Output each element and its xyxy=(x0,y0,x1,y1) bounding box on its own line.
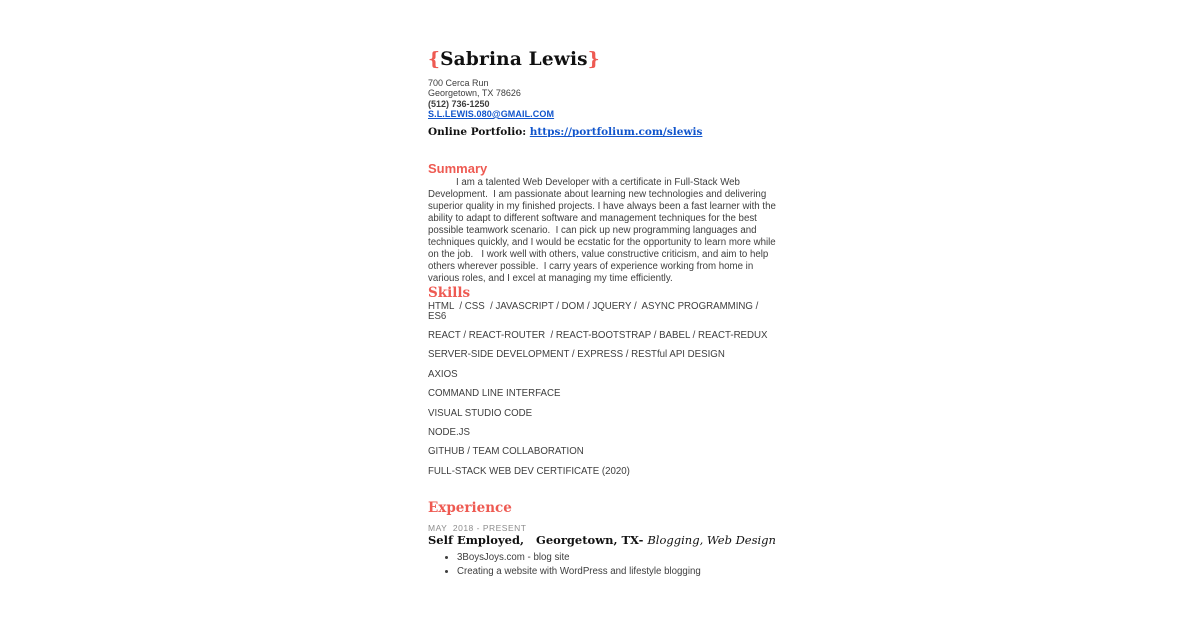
skill-item: FULL-STACK WEB DEV CERTIFICATE (2020) xyxy=(428,465,630,477)
section-heading-summary: Summary xyxy=(428,161,488,176)
experience-bullet: • 3BoysJoys.com - blog site xyxy=(457,551,768,565)
section-heading-skills: Skills xyxy=(428,285,471,301)
skills-list xyxy=(428,302,776,486)
skill-item: COMMAND LINE INTERFACE xyxy=(428,388,561,400)
contact-block xyxy=(428,78,554,119)
skill-item: AXIOS xyxy=(428,368,458,380)
summary-paragraph: I am a talented Web Developer with a certificate in Full-Stack Web Development. I am passionate about learning new technologies and delivering superior quality in my finished projects. I have always been a fast learner with the ability to adapt to different software and management techniques for the best possible teamwork scenario. I can pick up new programming languages and techniques quickly, and I would be ecstatic for the opportunity to learn more while on the job. I work well with others, value constructive criticism, and aim to help others wherever possible. I carry years of experience working from home in various roles, and I excel at managing my time efficiently. xyxy=(428,177,779,284)
experience-bullet: • Creating a website with WordPress and lifestyle blogging xyxy=(457,565,768,579)
skill-item: NODE.JS xyxy=(428,427,470,439)
address-line-1: 700 Cerca Run xyxy=(428,78,489,88)
person-name: Sabrina Lewis xyxy=(440,49,588,70)
portfolio-link[interactable]: https://portfolium.com/slewis xyxy=(529,126,703,138)
email-link[interactable]: S.L.LEWIS.080@GMAIL.COM xyxy=(428,108,555,119)
experience-dates: MAY 2018 - PRESENT xyxy=(428,523,527,533)
skill-item: HTML / CSS / JAVASCRIPT / DOM / JQUERY / ASYNC PROGRAMMING / ES6 xyxy=(428,301,762,322)
page-title xyxy=(428,49,600,71)
address-line-2: Georgetown, TX 78626 xyxy=(428,88,521,99)
portfolio-label: Online Portfolio: xyxy=(428,126,530,138)
skill-item: VISUAL STUDIO CODE xyxy=(428,407,533,419)
section-heading-experience: Experience xyxy=(428,500,512,516)
employer-role-separator: - xyxy=(638,533,648,547)
employer-name: Self Employed, Georgetown, TX xyxy=(428,533,639,547)
portfolio-line xyxy=(428,126,702,139)
phone-number: (512) 736-1250 xyxy=(428,98,490,109)
skill-item: GITHUB / TEAM COLLABORATION xyxy=(428,446,584,458)
name-brace-close: } xyxy=(587,49,600,70)
experience-bullet-list xyxy=(428,551,768,578)
resume-content-column xyxy=(428,0,779,630)
name-brace-open: { xyxy=(428,49,441,70)
experience-title-line xyxy=(428,533,776,547)
skill-item: SERVER-SIDE DEVELOPMENT / EXPRESS / RESTful API DESIGN xyxy=(428,349,725,361)
role-description: Blogging, Web Design xyxy=(647,533,776,547)
skill-item: REACT / REACT-ROUTER / REACT-BOOTSTRAP / BABEL / REACT-REDUX xyxy=(428,330,768,342)
